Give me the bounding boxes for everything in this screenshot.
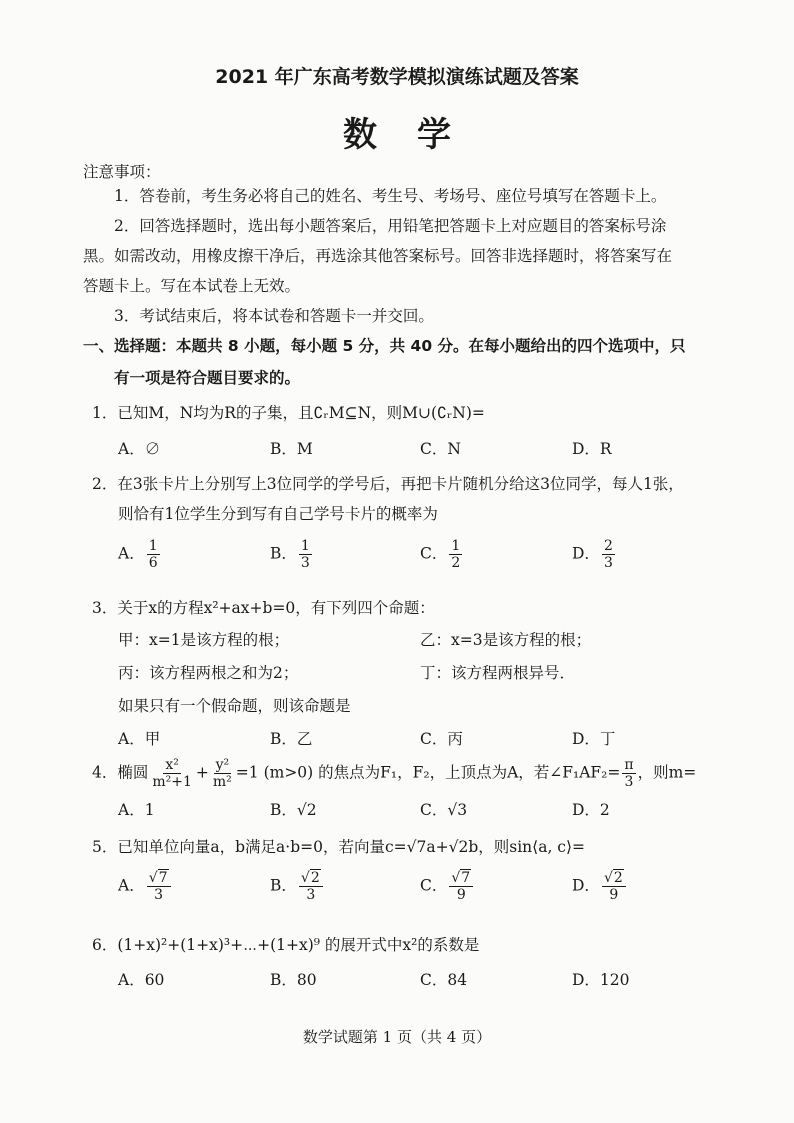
option-label: D． [572,876,600,895]
q1-option-a: A．∅ [118,440,161,458]
question-1-stem: 1．已知M，N均为R的子集，且∁ᵣM⊆N，则M∪(∁ᵣN)= [92,404,485,422]
fraction: $\frac{√7}{9}$ [449,870,473,903]
q1-option-c: C．N [420,440,461,458]
note-item-2-cont: 黑。如需改动，用橡皮擦干净后，再选涂其他答案标号。回答非选择题时，将答案写在 [83,247,673,265]
q2-option-d [572,538,617,571]
subject-heading: 数学 [343,115,491,155]
q6-option-a: A．60 [118,971,165,989]
q3-prop-yi: 乙：x=3是该方程的根； [420,631,592,649]
note-item-1: 1．答卷前，考生务必将自己的姓名、考生号、考场号、座位号填写在答题卡上。 [114,187,667,205]
note-item-2-end: 答题卡上。写在本试卷上无效。 [83,277,301,295]
section-heading-cont: 有一项是符合题目要求的。 [114,369,301,387]
question-3-stem: 3．关于x的方程x²+ax+b=0，有下列四个命题： [92,599,435,617]
q5-option-a [118,870,173,903]
q4-option-c: C．√3 [420,801,468,819]
q4-option-d: D．2 [572,801,610,819]
page-footer: 数学试题第 1 页（共 4 页） [302,1028,492,1046]
question-6-stem: 6．(1+x)²+(1+x)³+⋯+(1+x)⁹ 的展开式中x²的系数是 [92,936,480,954]
question-5-stem: 5．已知单位向量a，b满足a·b=0，若向量c=√7a+√2b，则sin⟨a, c⟩= [92,838,586,856]
q3-option-d: D．丁 [572,730,616,748]
fraction: $\frac{\text{x²}}{\text{m²+1}}$ [152,757,192,791]
q3-prop-ding: 丁：该方程两根异号． [420,664,576,682]
q2-option-a [118,538,162,571]
option-label: A． [118,876,145,895]
notes-heading: 注意事项： [83,163,161,181]
q1-option-b: B．M [270,440,313,458]
q2-option-b [270,538,314,571]
q5-option-d [572,870,628,903]
q6-option-d: D．120 [572,971,630,989]
q4-option-b: B．√2 [270,801,317,819]
fraction: $\frac{√2}{3}$ [299,870,323,903]
q3-option-a: A．甲 [118,730,161,748]
q3-prop-bing: 丙：该方程两根之和为2； [118,664,299,682]
fraction: $\frac{2}{3}$ [603,538,613,572]
fraction: $\frac{\text{y²}}{\text{m²}}$ [212,757,232,791]
fraction: $\frac{1}{2}$ [451,538,461,572]
option-label: A． [118,544,145,563]
option-label: C． [420,876,448,895]
question-4-stem: 4．椭圆 $\frac{\text{x²}}{\text{m²+1}}$ + $\frac{\text{y²}}{\text{m²}}$ =1 (m>0) 的焦点为F₁，F₂，上顶点为A，若∠F₁AF₂= $\frac{\pi}{3}$ ，则m= [92,757,697,791]
section-heading: 一、选择题：本题共 8 小题，每小题 5 分，共 40 分。在每小题给出的四个选项中，只 [83,337,686,355]
q3-prop-jia: 甲：x=1是该方程的根； [118,631,290,649]
note-item-2: 2．回答选择题时，选出每小题答案后，用铅笔把答题卡上对应题目的答案标号涂 [114,217,667,235]
fraction: $\frac{√2}{9}$ [602,870,626,903]
page-title: 2021 年广东高考数学模拟演练试题及答案 [215,66,579,88]
note-item-3: 3．考试结束后，将本试卷和答题卡一并交回。 [114,307,434,325]
q6-option-c: C．84 [420,971,468,989]
fraction: $\frac{√7}{3}$ [147,870,171,903]
fraction: $\frac{\pi}{3}$ [624,757,634,791]
q1-option-d: D．R [572,440,612,458]
q3-option-c: C．丙 [420,730,463,748]
option-label: C． [420,544,448,563]
q5-option-c [420,870,475,903]
q2-option-c [420,538,464,571]
question-2-stem-cont: 则恰有1位学生分到写有自己学号卡片的概率为 [118,505,438,523]
q3-option-b: B．乙 [270,730,313,748]
q6-option-b: B．80 [270,971,317,989]
option-label: B． [270,544,297,563]
q4-option-a: A．1 [118,801,155,819]
option-label: D． [572,544,600,563]
fraction: $\frac{1}{6}$ [148,538,158,572]
q5-option-b [270,870,325,903]
question-2-stem: 2．在3张卡片上分别写上3位同学的学号后，再把卡片随机分给这3位同学，每人1张， [92,475,684,493]
fraction: $\frac{1}{3}$ [300,538,310,572]
option-label: B． [270,876,297,895]
q3-ask: 如果只有一个假命题，则该命题是 [118,697,351,715]
